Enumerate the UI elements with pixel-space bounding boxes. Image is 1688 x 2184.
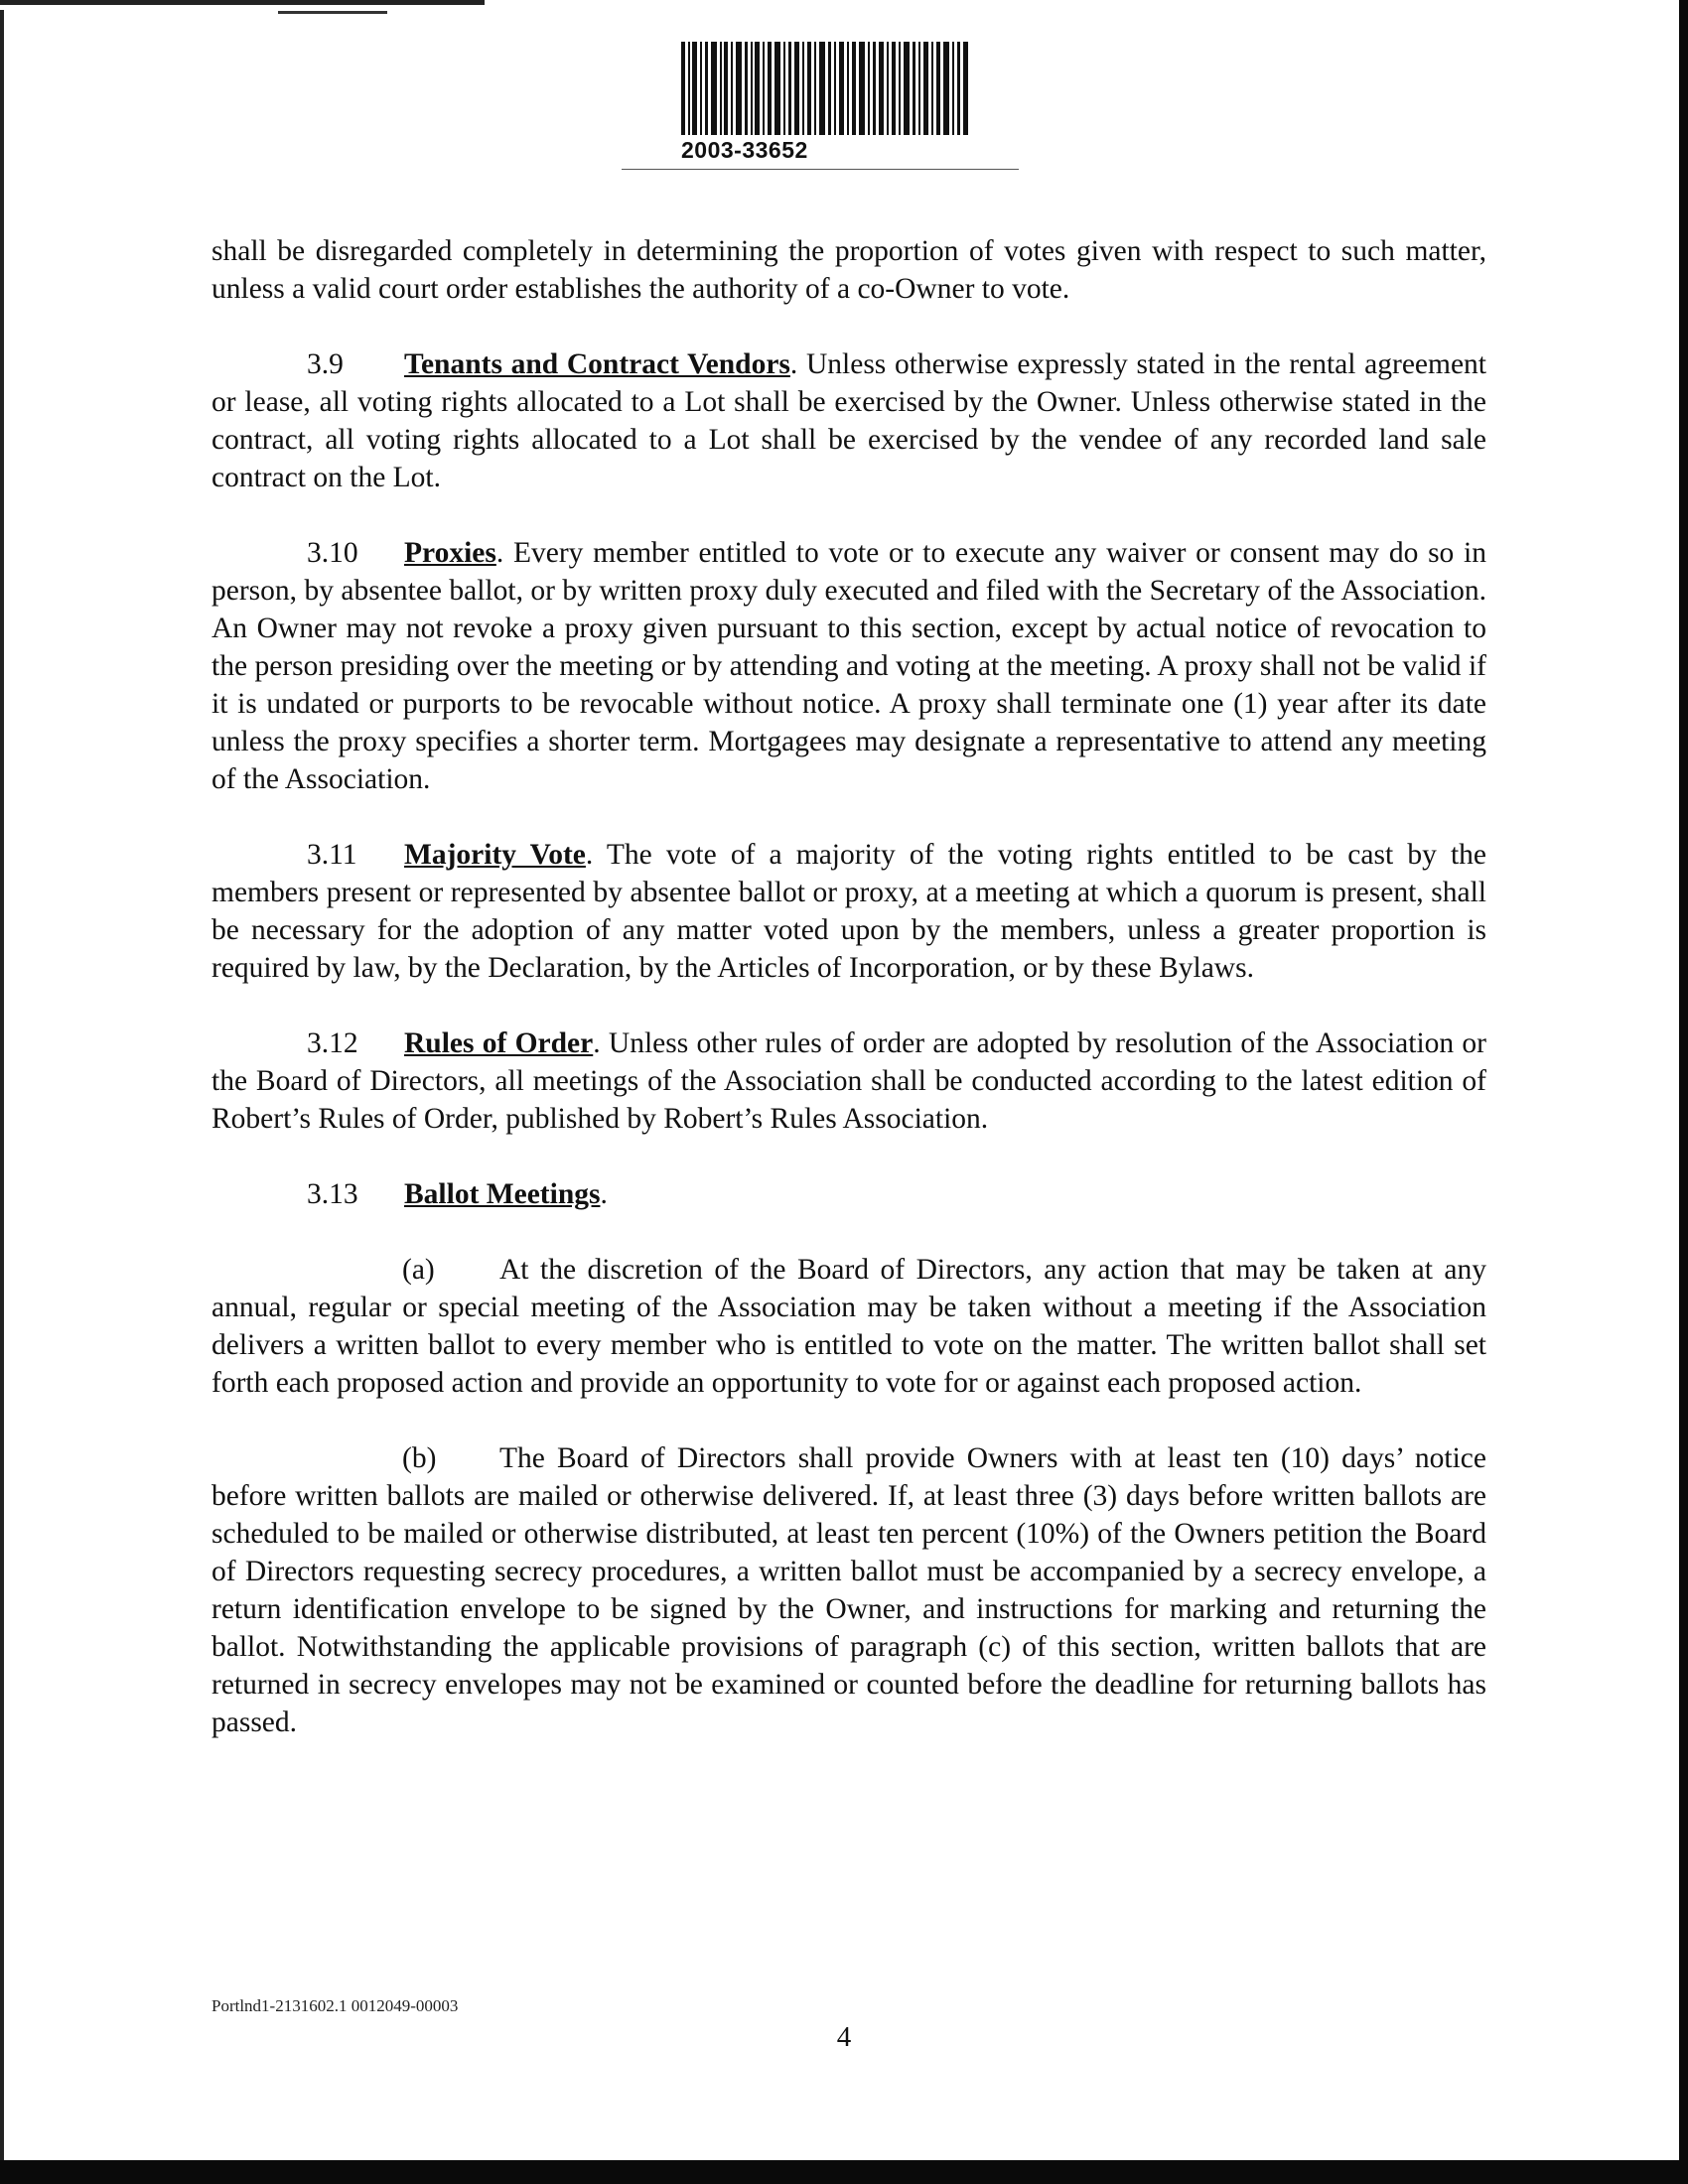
continuation-paragraph: shall be disregarded completely in determining the proportion of votes given with respect to such matter, unless a valid court order establishes the authority of a co-Owner to vote. xyxy=(211,235,1486,305)
section-number: 3.11 xyxy=(307,839,357,871)
section-3-9 xyxy=(211,345,1486,496)
subsection-b xyxy=(211,1439,1486,1741)
section-heading: Tenants and Contract Vendors xyxy=(404,348,790,380)
scan-mark xyxy=(278,11,387,14)
section-text: . xyxy=(600,1178,608,1210)
section-heading: Majority Vote xyxy=(404,839,586,871)
section-heading: Proxies xyxy=(404,537,496,569)
section-number: 3.12 xyxy=(307,1027,358,1059)
section-3-13 xyxy=(211,1175,1486,1213)
scan-edge-right xyxy=(1679,0,1688,2184)
subsection-label: (a) xyxy=(402,1254,435,1286)
section-3-10 xyxy=(211,534,1486,798)
subsection-a xyxy=(211,1251,1486,1402)
scan-edge-bottom xyxy=(0,2160,1688,2184)
subsection-label: (b) xyxy=(402,1442,437,1474)
barcode-icon xyxy=(681,42,971,135)
section-number: 3.10 xyxy=(307,537,358,569)
section-number: 3.13 xyxy=(307,1178,358,1210)
barcode-underline xyxy=(622,169,1019,170)
page-number: 4 xyxy=(836,2021,852,2053)
section-number: 3.9 xyxy=(307,348,344,380)
scan-edge-left xyxy=(0,10,4,2184)
recording-barcode xyxy=(681,42,971,171)
section-text: . Unless other rules of order are adopted by resolution of the Association or the Board of Directors, all meetings of the Association shall be conducted according to the latest edition of Robert’s Rules of Order, published by Robert’s Rules Association. xyxy=(211,1027,1487,1135)
section-text: . The vote of a majority of the voting rights entitled to be cast by the members present or represented by absentee ballot or proxy, at a meeting at which a quorum is present, shall be necessary for the adoption of any matter voted upon by the members, unless a greater proportion is required by law, by the Declaration, by the Articles of Incorporation, or by these Bylaws. xyxy=(211,839,1486,984)
section-text: . Unless otherwise expressly stated in the rental agreement or lease, all voting rights allocated to a Lot shall be exercised by the Owner. Unless otherwise stated in the contract, all voting rights allocated to a Lot shall be exercised by the vendee of any recorded land sale contract on the Lot. xyxy=(211,348,1486,493)
scan-edge-top xyxy=(0,0,485,5)
subsection-text: At the discretion of the Board of Directors, any action that may be taken at any annual, regular or special meeting of the Association may be taken without a meeting if the Association delivers a written ballot to every member who is entitled to vote on the matter. The written ballot shall set forth each proposed action and provide an opportunity to vote for or against each proposed action. xyxy=(211,1254,1486,1399)
document-body xyxy=(211,232,1486,1779)
section-heading: Ballot Meetings xyxy=(404,1178,601,1210)
subsection-text: The Board of Directors shall provide Owners with at least ten (10) days’ notice before written ballots are mailed or otherwise delivered. If, at least three (3) days before written ballots are scheduled to be mailed or otherwise distributed, at least ten percent (10%) of the Owners petition the Board of Directors requesting secrecy procedures, a written ballot must be accompanied by a secrecy envelope, a return identification envelope to be signed by the Owner, and instructions for marking and returning the ballot. Notwithstanding the applicable provisions of paragraph (c) of this section, written ballots that are returned in secrecy envelopes may not be examined or counted before the deadline for returning ballots has passed. xyxy=(211,1442,1486,1738)
section-3-12 xyxy=(211,1024,1486,1138)
section-heading: Rules of Order xyxy=(404,1027,594,1059)
section-text: . Every member entitled to vote or to execute any waiver or consent may do so in person, by absentee ballot, or by written proxy duly executed and filed with the Secretary of the Association. An Owner may not revoke a proxy given pursuant to this section, except by actual notice of revocation to the person presiding over the meeting or by attending and voting at the meeting. A proxy shall not be valid if it is undated or purports to be revocable without notice. A proxy shall terminate one (1) year after its date unless the proxy specifies a shorter term. Mortgagees may designate a representative to attend any meeting of the Association. xyxy=(211,537,1486,795)
document-number: 2003-33652 xyxy=(681,137,808,163)
section-3-11 xyxy=(211,836,1486,987)
footer-document-id: Portlnd1-2131602.1 0012049-00003 xyxy=(211,1996,459,2015)
